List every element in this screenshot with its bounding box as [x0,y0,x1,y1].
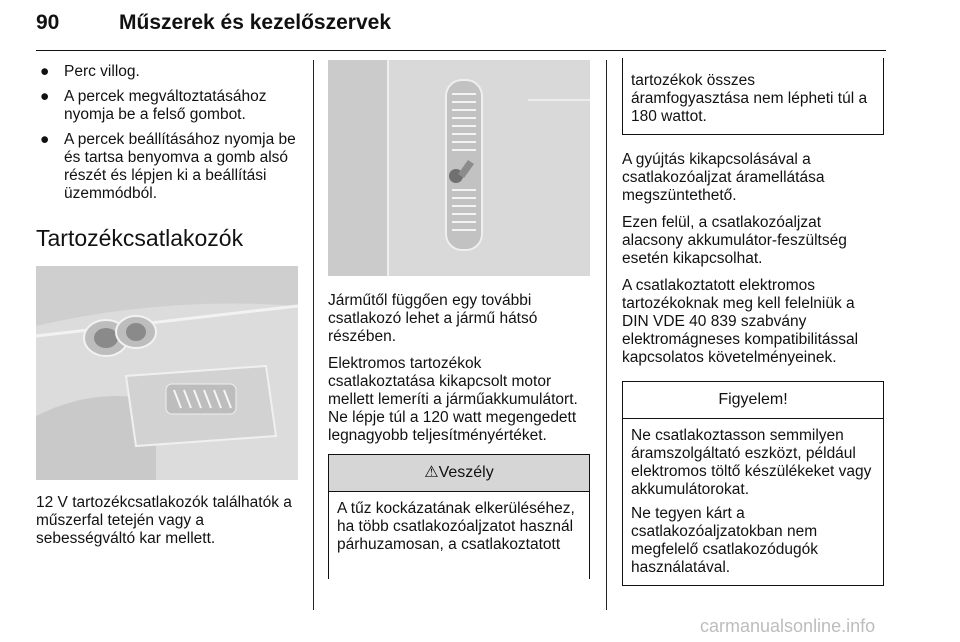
notice-body [623,419,883,585]
rear-socket-illustration [328,60,590,276]
column-right [622,60,884,586]
list-item: ● Perc villog. [40,63,140,80]
paragraph: Ezen felül, a csatlakozóaljzat alacsony akkumulátor-feszültség esetén kikapcsolhat. [622,214,847,267]
accessory-socket-photo [36,266,298,480]
socket-illustration [36,266,298,480]
notice-title: Figyelem! [623,382,883,419]
paragraph: Elektromos tartozékok csatlakoztatása kikapcsolt motor mellett lemeríti a járműakkumulátort. Ne lépje túl a 120 watt megengedett legnagyobb teljesítményértéket. [328,355,578,444]
paragraph: A gyújtás kikapcsolásával a csatlakozóaljzat áramellátása megszüntethető. [622,151,825,204]
danger-text: A tűz kockázatának elkerüléséhez, ha több csatlakozóaljzatot használ párhuzamosan, a csatlakoztatott [337,500,575,553]
page-number: 90 [36,11,60,34]
notice-box [622,381,884,586]
rear-socket-photo [328,60,590,276]
danger-body-continued [623,58,883,134]
danger-body [329,492,589,562]
danger-box-continued [622,58,884,135]
column-divider [606,60,607,610]
column-middle [328,60,590,579]
list-item: ● A percek megváltoztatásához nyomja be a felső gombot. [40,88,267,123]
notice-text: Ne csatlakoztasson semmilyen áramszolgáltató eszközt, például elektromos töltő készülékeket vagy akkumulátorokat. [631,427,872,498]
danger-title-bar [329,455,589,492]
warning-triangle-icon: ⚠ [424,464,439,481]
column-divider [313,60,314,610]
figure-caption: 12 V tartozékcsatlakozók találhatók a műszerfal tetején vagy a sebességváltó kar mellett. [36,494,292,547]
page-title: Műszerek és kezelőszervek [119,11,392,34]
danger-box [328,454,590,579]
paragraph: A csatlakoztatott elektromos tartozékoknak meg kell felelniük a DIN VDE 40 839 szabvány elektromágneses kompatibilitással kapcsolatos követelményeinek. [622,277,859,366]
danger-title: Veszély [438,464,494,481]
page-header [36,0,886,51]
watermark: carmanualsonline.info [700,616,876,636]
section-heading: Tartozékcsatlakozók [36,225,244,251]
bullet-list [36,63,298,203]
list-item: ● A percek beállításához nyomja be és tartsa benyomva a gomb alsó részét és lépjen ki a beállítási üzemmódból. [40,131,296,202]
notice-text: Ne tegyen kárt a csatlakozóaljzatokban nem megfelelő csatlakozódugók használatával. [631,505,818,576]
paragraph: Járműtől függően egy további csatlakozó lehet a jármű hátsó részében. [328,292,538,345]
column-left [36,60,298,548]
bullet-icon: ● [40,88,50,105]
danger-text-continued: tartozékok összes áramfogyasztása nem lépheti túl a 180 wattot. [631,72,868,125]
bullet-icon: ● [40,63,50,80]
bullet-icon: ● [40,131,50,148]
